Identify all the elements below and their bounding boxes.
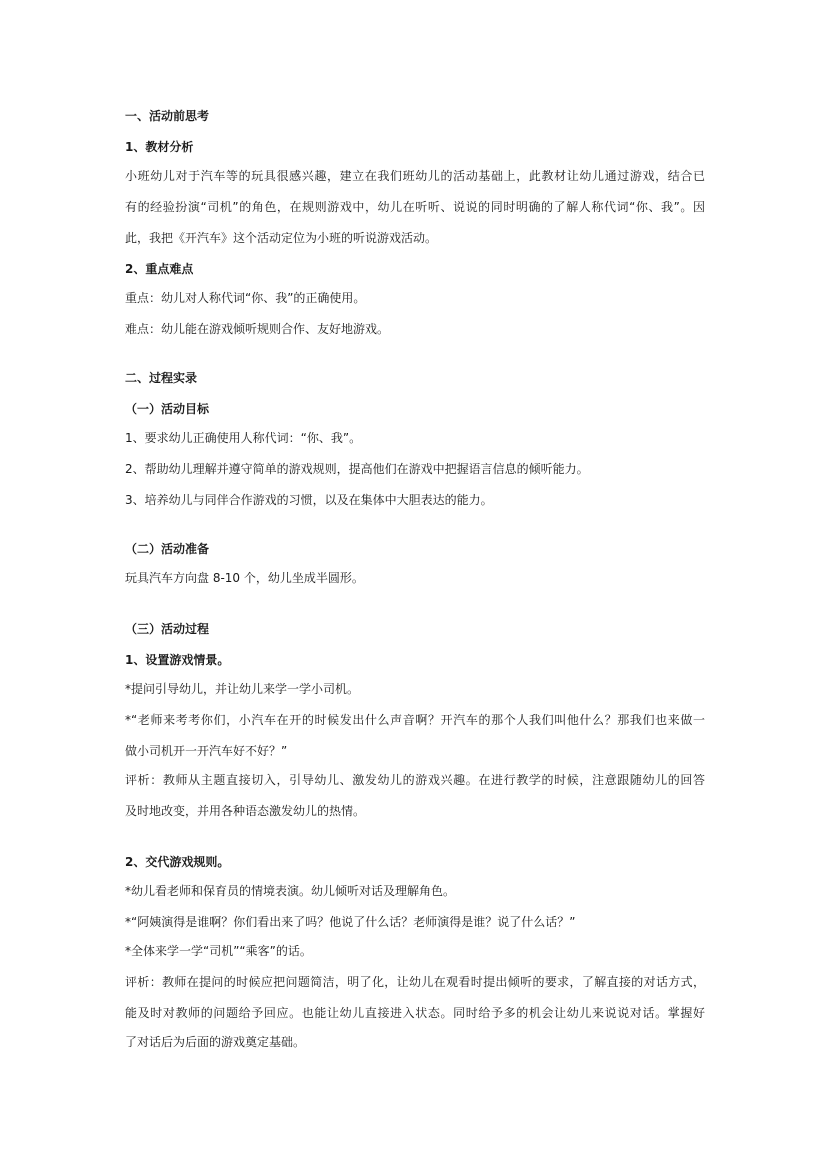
step-1-comment-line-2: 及时地改变，并用各种语态激发幼儿的热情。 [125,804,366,818]
goal-item-1: 1、要求幼儿正确使用人称代词：“你、我”。 [125,431,362,445]
key-point-text: 重点：幼儿对人称代词“你、我”的正确使用。 [125,291,366,305]
step-2-heading: 2、交代游戏规则。 [125,855,230,869]
goal-item-3: 3、培养幼儿与同伴合作游戏的习惯，以及在集体中大胆表达的能力。 [125,493,493,507]
step-2-comment-line-2: 能及时对教师的问题给予回应。也能让幼儿直接进入状态。同时给予多的机会让幼儿来说说对话。掌握好 [125,1006,705,1020]
subsection-material-analysis-heading: 1、教材分析 [125,140,194,154]
step-1-comment-line-1: 评析：教师从主题直接切入，引导幼儿、激发幼儿的游戏兴趣。在进行教学的时候，注意跟随幼儿的回答 [125,773,705,787]
goal-item-2: 2、帮助幼儿理解并遵守简单的游戏规则，提高他们在游戏中把握语言信息的倾听能力。 [125,462,589,476]
activity-goals-heading: （一）活动目标 [125,402,210,416]
step-1-item-a: *提问引导幼儿，并让幼儿来学一学小司机。 [125,682,360,696]
step-1-heading: 1、设置游戏情景。 [125,653,230,667]
section-2-heading: 二、过程实录 [125,371,198,385]
step-2-comment-line-1: 评析：教师在提问的时候应把问题简洁，明了化，让幼儿在观看时提出倾听的要求，了解直接的对话方式， [125,975,705,989]
activity-process-heading: （三）活动过程 [125,622,210,636]
step-2-comment-line-3: 了对话后为后面的游戏奠定基础。 [125,1035,306,1049]
material-analysis-line-3: 此，我把《开汽车》这个活动定位为小班的听说游戏活动。 [125,231,438,245]
step-1-item-b-line-2: 做小司机开一开汽车好不好？” [125,744,288,758]
activity-preparation-heading: （二）活动准备 [125,542,210,556]
section-1-heading: 一、活动前思考 [125,109,210,123]
material-analysis-line-2: 有的经验扮演“司机”的角色，在规则游戏中，幼儿在听听、说说的同时明确的了解人称代词“你、我”。因 [125,200,705,214]
step-2-item-c: *全体来学一学“司机”“乘客”的话。 [125,944,312,958]
material-analysis-line-1: 小班幼儿对于汽车等的玩具很感兴趣，建立在我们班幼儿的活动基础上，此教材让幼儿通过游戏，结合已 [125,169,705,183]
step-2-item-a: *幼儿看老师和保育员的情境表演。幼儿倾听对话及理解角色。 [125,884,456,898]
step-2-item-b: *“阿姨演得是谁啊？你们看出来了吗？他说了什么话？老师演得是谁？说了什么话？” [125,915,576,929]
difficulty-text: 难点：幼儿能在游戏倾听规则合作、友好地游戏。 [125,322,390,336]
subsection-key-points-heading: 2、重点难点 [125,262,194,276]
step-1-item-b-line-1: *“老师来考考你们，小汽车在开的时候发出什么声音啊？开汽车的那个人我们叫他什么？那我们也来做一 [125,713,705,727]
activity-preparation-text: 玩具汽车方向盘 8-10 个，幼儿坐成半圆形。 [125,571,364,585]
